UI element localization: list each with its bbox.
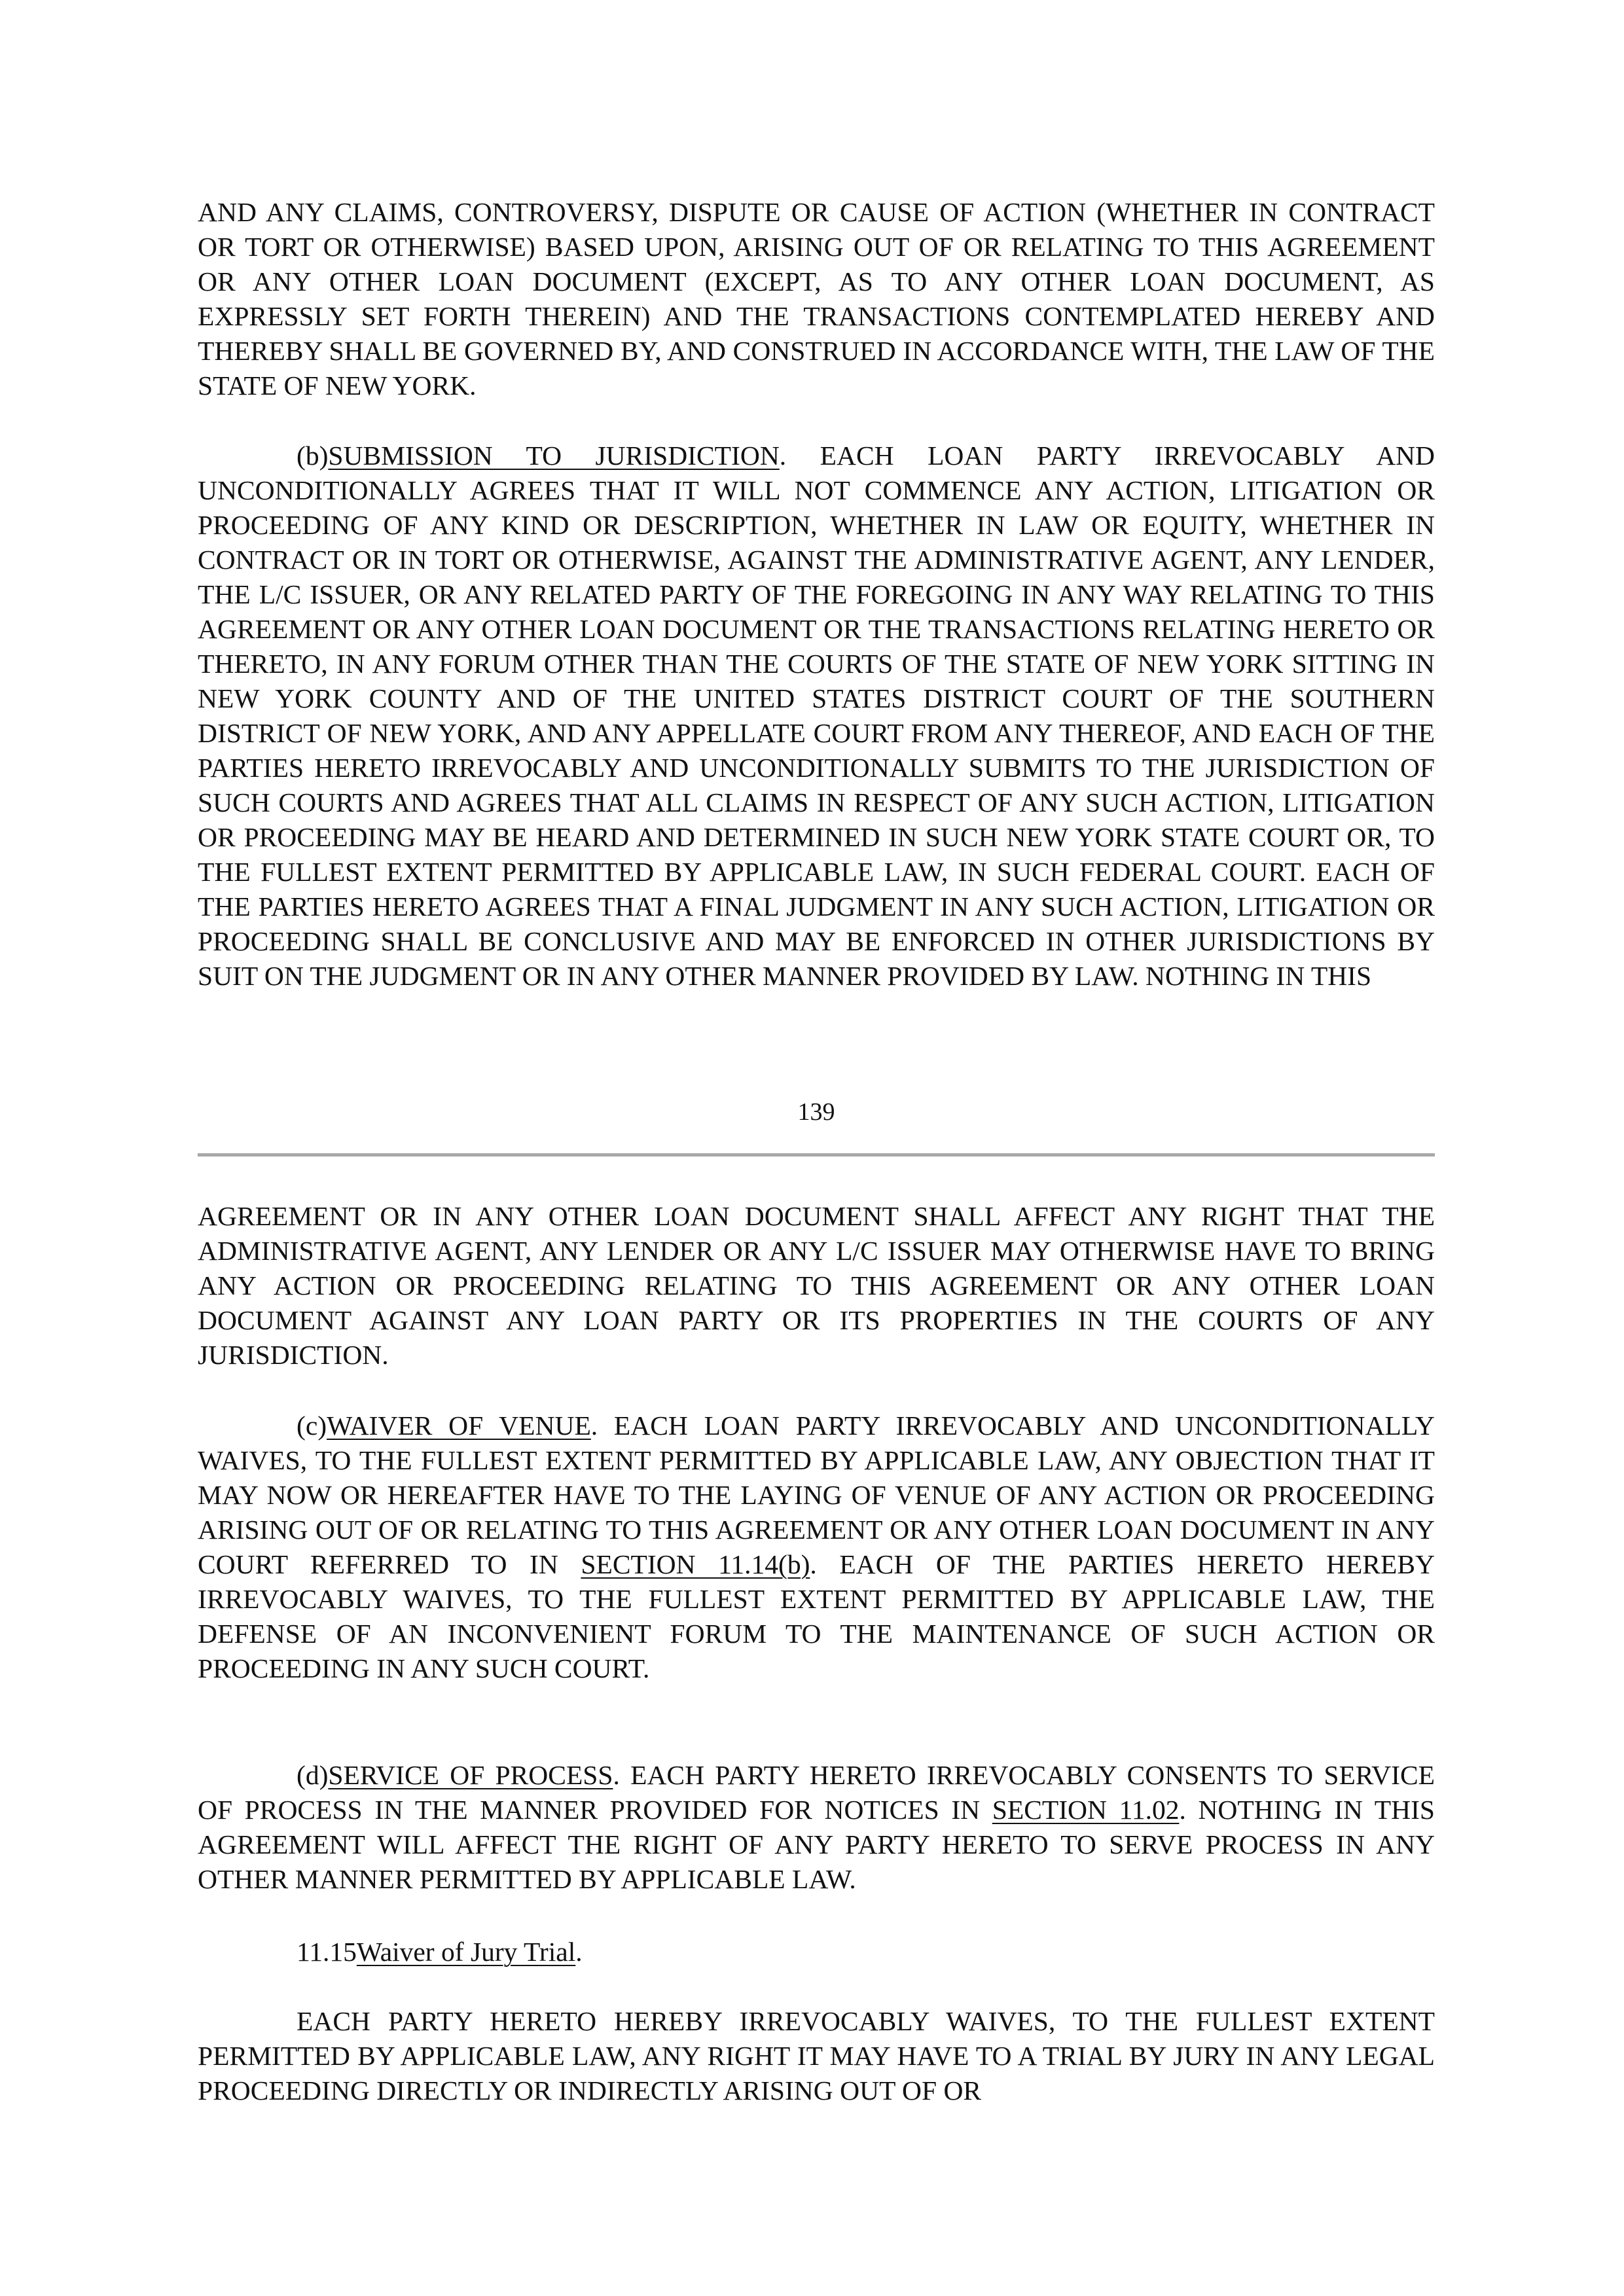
clause-label: (c): [297, 1410, 327, 1441]
section-title-period: .: [575, 1937, 583, 1967]
page-divider: [198, 1153, 1435, 1157]
clause-body: . EACH OF THE PARTIES HERETO HEREBY IRREVOCABLY WAIVES, TO THE FULLEST EXTENT PERMITTED BY APPLICABLE LAW, THE DEFENSE OF AN INCONVENIENT FORUM TO THE MAINTENANCE OF SUCH ACTION OR PROCEEDING IN ANY SUCH COURT.: [198, 1549, 1435, 1683]
jury-waiver-paragraph: EACH PARTY HERETO HEREBY IRREVOCABLY WAIVES, TO THE FULLEST EXTENT PERMITTED BY APPLICABLE LAW, ANY RIGHT IT MAY HAVE TO A TRIAL BY JURY IN ANY LEGAL PROCEEDING DIRECTLY OR INDIRECTLY ARISING OUT OF OR: [198, 2006, 1435, 2106]
waiver-of-venue-paragraph: [198, 1408, 1435, 1686]
clause-body: . EACH LOAN PARTY IRREVOCABLY AND UNCONDITIONALLY AGREES THAT IT WILL NOT COMMENCE ANY ACTION, LITIGATION OR PROCEEDING OF ANY KIND OR DESCRIPTION, WHETHER IN LAW OR EQUITY, WHETHER IN CONTRACT OR IN TORT OR OTHERWISE, AGAINST THE ADMINISTRATIVE AGENT, ANY LENDER, THE L/C ISSUER, OR ANY RELATED PARTY OF THE FOREGOING IN ANY WAY RELATING TO THIS AGREEMENT OR ANY OTHER LOAN DOCUMENT OR THE TRANSACTIONS RELATING HERETO OR THERETO, IN ANY FORUM OTHER THAN THE COURTS OF THE STATE OF NEW YORK SITTING IN NEW YORK COUNTY AND OF THE UNITED STATES DISTRICT COURT OF THE SOUTHERN DISTRICT OF NEW YORK, AND ANY APPELLATE COURT FROM ANY THEREOF, AND EACH OF THE PARTIES HERETO IRREVOCABLY AND UNCONDITIONALLY SUBMITS TO THE JURISDICTION OF SUCH COURTS AND AGREES THAT ALL CLAIMS IN RESPECT OF ANY SUCH ACTION, LITIGATION OR PROCEEDING MAY BE HEARD AND DETERMINED IN SUCH NEW YORK STATE COURT OR, TO THE FULLEST EXTENT PERMITTED BY APPLICABLE LAW, IN SUCH FEDERAL COURT. EACH OF THE PARTIES HERETO AGREES THAT A FINAL JUDGMENT IN ANY SUCH ACTION, LITIGATION OR PROCEEDING SHALL BE CONCLUSIVE AND MAY BE ENFORCED IN OTHER JURISDICTIONS BY SUIT ON THE JUDGMENT OR IN ANY OTHER MANNER PROVIDED BY LAW. NOTHING IN THIS: [198, 440, 1435, 991]
service-of-process-paragraph: [198, 1758, 1435, 1897]
section-number: 11.15: [297, 1937, 357, 1967]
governing-law-paragraph: AND ANY CLAIMS, CONTROVERSY, DISPUTE OR CAUSE OF ACTION (WHETHER IN CONTRACT OR TORT OR OTHERWISE) BASED UPON, ARISING OUT OF OR RELATING TO THIS AGREEMENT OR ANY OTHER LOAN DOCUMENT (EXCEPT, AS TO ANY OTHER LOAN DOCUMENT, AS EXPRESSLY SET FORTH THEREIN) AND THE TRANSACTIONS CONTEMPLATED HEREBY AND THEREBY SHALL BE GOVERNED BY, AND CONSTRUED IN ACCORDANCE WITH, THE LAW OF THE STATE OF NEW YORK.: [198, 197, 1435, 401]
clause-heading: SUBMISSION TO JURISDICTION: [328, 440, 780, 471]
page-number: 139: [797, 1098, 835, 1126]
section-reference-link[interactable]: SECTION 11.02: [992, 1795, 1180, 1825]
clause-body: . NOTHING IN THIS AGREEMENT WILL AFFECT THE RIGHT OF ANY PARTY HERETO TO SERVE PROCESS IN ANY OTHER MANNER PERMITTED BY APPLICABLE LAW.: [198, 1795, 1435, 1894]
continuation-paragraph: AGREEMENT OR IN ANY OTHER LOAN DOCUMENT SHALL AFFECT ANY RIGHT THAT THE ADMINISTRATIVE AGENT, ANY LENDER OR ANY L/C ISSUER MAY OTHERWISE HAVE TO BRING ANY ACTION OR PROCEEDING RELATING TO THIS AGREEMENT OR ANY OTHER LOAN DOCUMENT AGAINST ANY LOAN PARTY OR ITS PROPERTIES IN THE COURTS OF ANY JURISDICTION.: [198, 1201, 1435, 1370]
clause-label: (b): [297, 440, 329, 471]
clause-body: . EACH PARTY HERETO IRREVOCABLY CONSENTS TO SERVICE OF PROCESS IN THE MANNER PROVIDED FOR NOTICES IN: [198, 1760, 1435, 1825]
section-heading-11-15: [198, 1935, 1435, 1969]
section-reference-link[interactable]: SECTION 11.14(b): [581, 1549, 810, 1579]
clause-body: . EACH LOAN PARTY IRREVOCABLY AND UNCONDITIONALLY WAIVES, TO THE FULLEST EXTENT PERMITTED BY APPLICABLE LAW, ANY OBJECTION THAT IT MAY NOW OR HEREAFTER HAVE TO THE LAYING OF VENUE OF ANY ACTION OR PROCEEDING ARISING OUT OF OR RELATING TO THIS AGREEMENT OR ANY OTHER LOAN DOCUMENT IN ANY COURT REFERRED TO IN: [198, 1410, 1435, 1579]
clause-heading: WAIVER OF VENUE: [327, 1410, 591, 1441]
section-title: Waiver of Jury Trial: [356, 1937, 576, 1967]
submission-to-jurisdiction-paragraph: [198, 439, 1435, 994]
clause-label: (d): [297, 1760, 329, 1790]
clause-heading: SERVICE OF PROCESS: [328, 1760, 613, 1790]
